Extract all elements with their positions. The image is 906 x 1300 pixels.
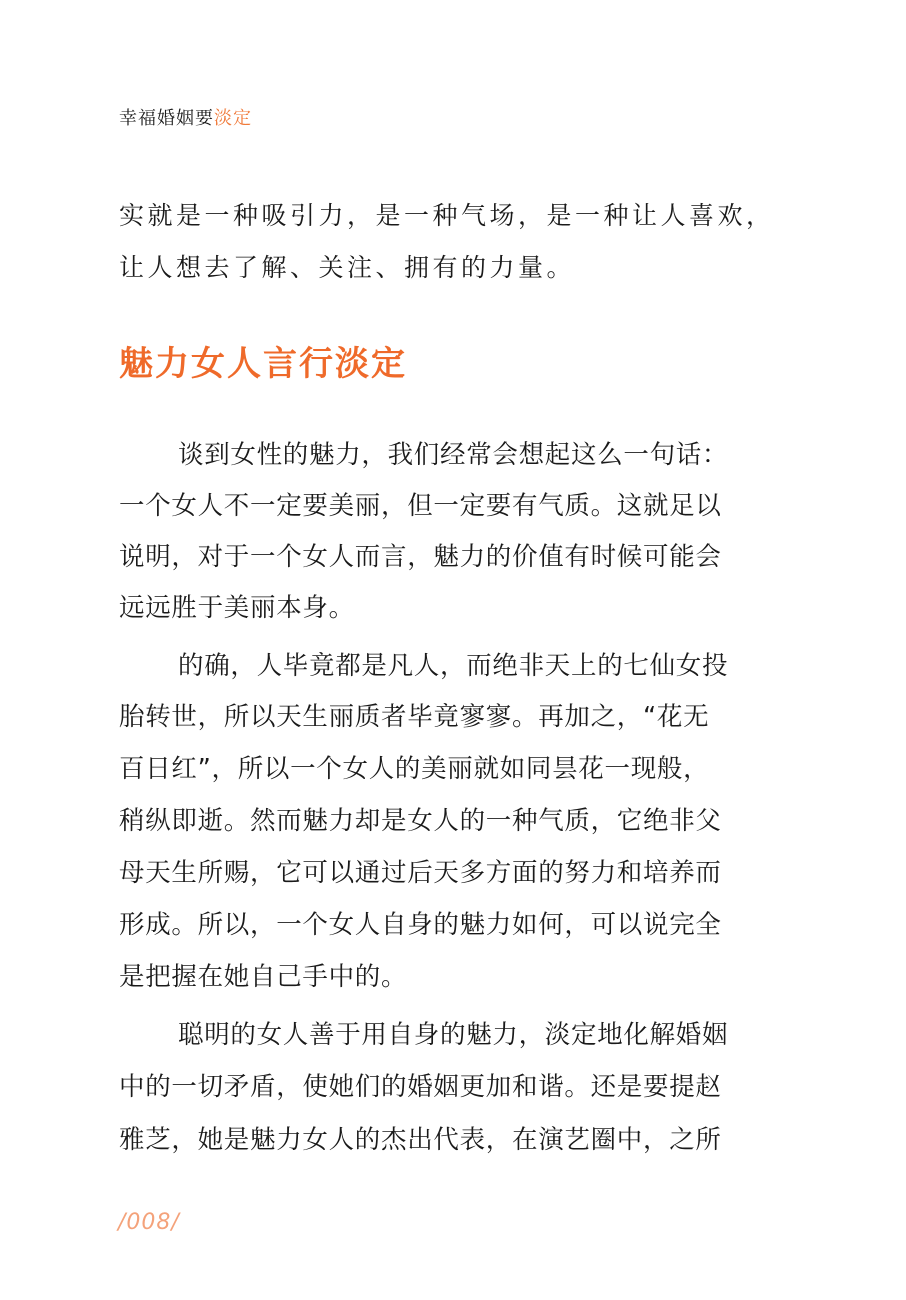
section-title: 魅力女人言行淡定 [119, 344, 407, 384]
paragraph-line: 远远胜于美丽本身。 [119, 593, 355, 623]
paragraph-line: 是把握在她自己手中的。 [119, 962, 408, 992]
paragraph-line: 中的一切矛盾，使她们的婚姻更加和谐。还是要提赵 [119, 1072, 722, 1102]
page-number: /008/ [118, 1210, 180, 1235]
running-head [119, 104, 252, 130]
paragraph-line: 一个女人不一定要美丽，但一定要有气质。这就足以 [119, 491, 722, 521]
running-head-title-accent: 淡定 [214, 108, 252, 129]
carryover-line: 实就是一种吸引力，是一种气场，是一种让人喜欢， [119, 201, 775, 230]
paragraph-line: 形成。所以，一个女人自身的魅力如何，可以说完全 [119, 910, 722, 940]
paragraph-line: 稍纵即逝。然而魅力却是女人的一种气质，它绝非父 [119, 806, 722, 836]
paragraph-line: 百日红”，所以一个女人的美丽就如同昙花一现般， [119, 754, 710, 784]
paragraph-line: 胎转世，所以天生丽质者毕竟寥寥。再加之，“花无 [119, 702, 710, 732]
running-head-title: 幸福婚姻要 [119, 108, 214, 129]
paragraph-line: 聪明的女人善于用自身的魅力，淡定地化解婚姻 [178, 1020, 729, 1050]
carryover-line: 让人想去了解、关注、拥有的力量。 [119, 253, 576, 282]
paragraph-line: 母天生所赐，它可以通过后天多方面的努力和培养而 [119, 858, 722, 888]
paragraph-line: 雅芝，她是魅力女人的杰出代表，在演艺圈中，之所 [119, 1125, 722, 1155]
paragraph-line: 的确，人毕竟都是凡人，而绝非天上的七仙女投 [178, 651, 729, 681]
paragraph-line: 谈到女性的魅力，我们经常会想起这么一句话： [178, 440, 729, 470]
paragraph-line: 说明，对于一个女人而言，魅力的价值有时候可能会 [119, 542, 722, 572]
